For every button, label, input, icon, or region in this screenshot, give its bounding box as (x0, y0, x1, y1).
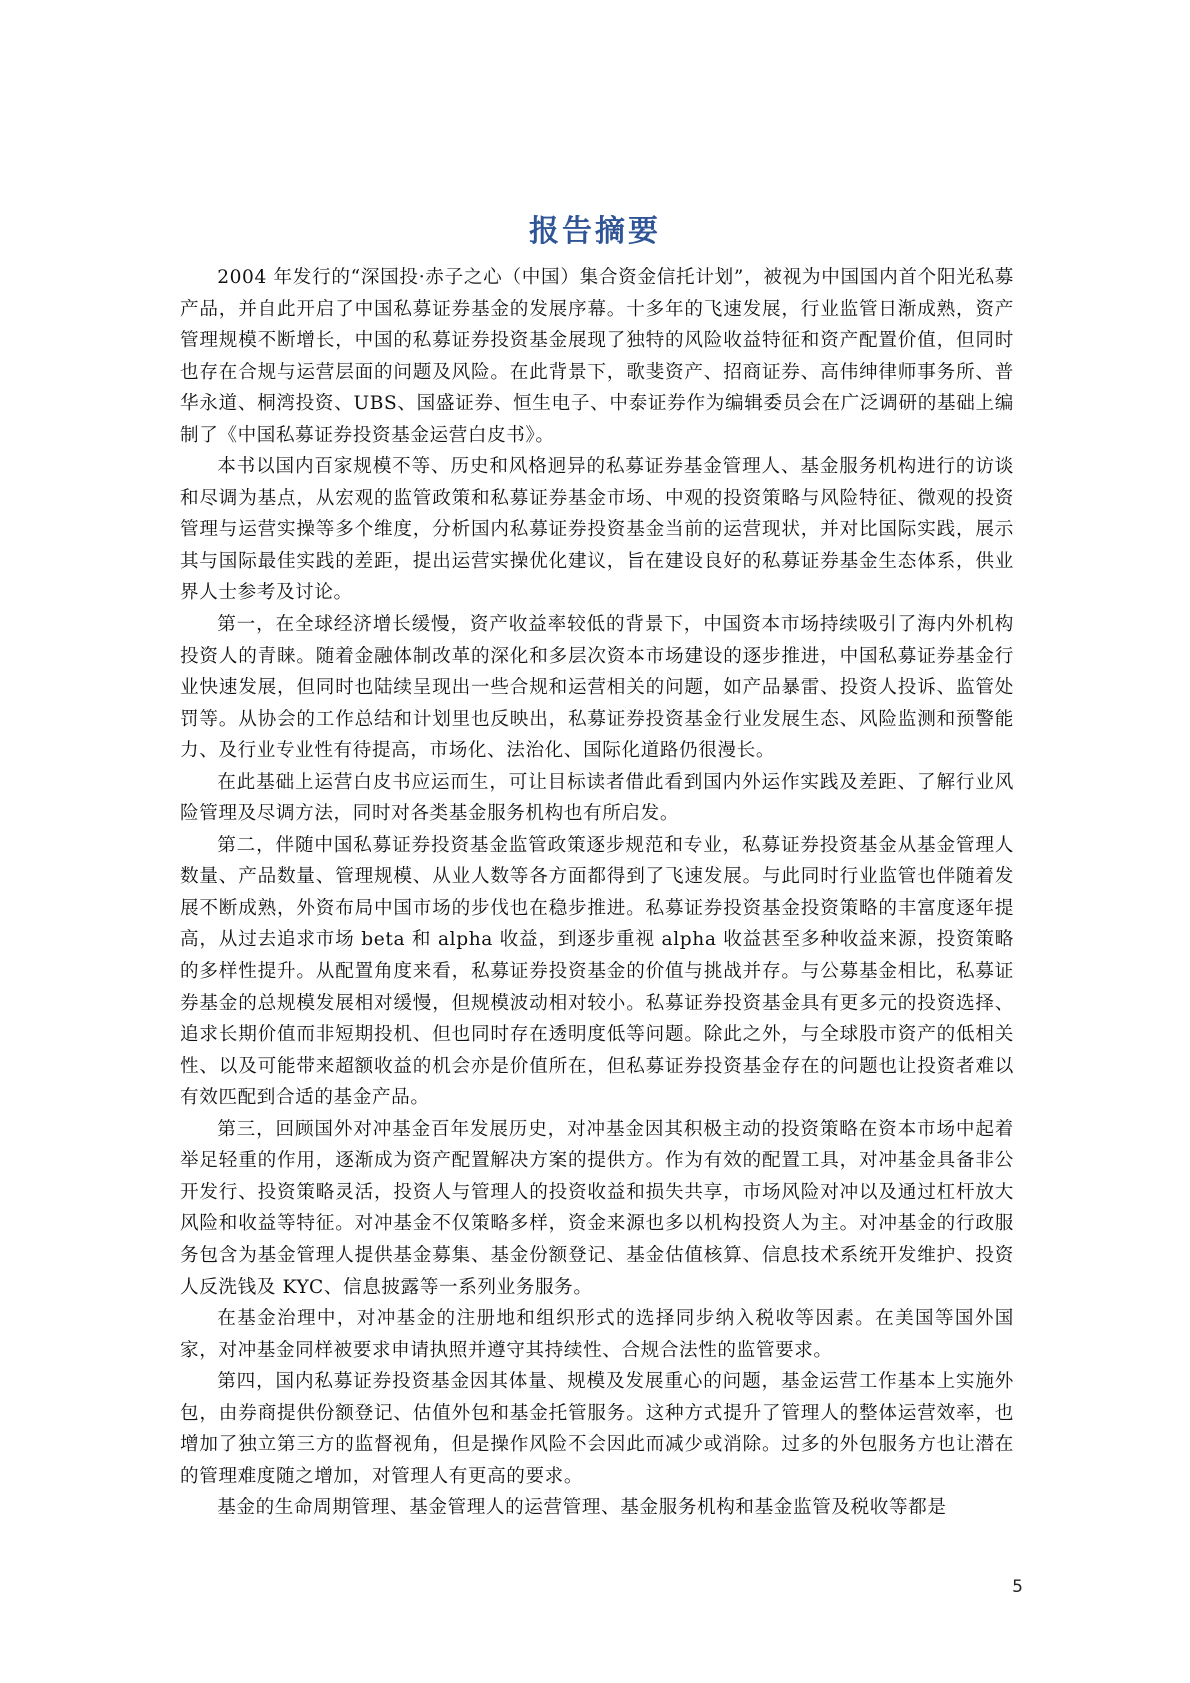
paragraph-6: 第三，回顾国外对冲基金百年发展历史，对冲基金因其积极主动的投资策略在资本市场中起着举足轻重的作用，逐渐成为资产配置解决方案的提供方。作为有效的配置工具，对冲基金具备非公开发行、投资策略灵活，投资人与管理人的投资收益和损失共享，市场风险对冲以及通过杠杆放大风险和收益等特征。对冲基金不仅策略多样，资金来源也多以机构投资人为主。对冲基金的行政服务包含为基金管理人提供基金募集、基金份额登记、基金估值核算、信息技术系统开发维护、投资人反洗钱及 KYC、信息披露等一系列业务服务。 (180, 1118, 1014, 1298)
paragraph-1: 2004 年发行的“深国投·赤子之心（中国）集合资金信托计划”，被视为中国国内首个阳光私募产品，并自此开启了中国私募证券基金的发展序幕。十多年的飞速发展，行业监管日渐成熟，资产管理规模不断增长，中国的私募证券投资基金展现了独特的风险收益特征和资产配置价值，但同时也存在合规与运营层面的问题及风险。在此背景下，歌斐资产、招商证券、高伟绅律师事务所、普华永道、桐湾投资、UBS、国盛证券、恒生电子、中泰证券作为编辑委员会在广泛调研的基础上编制了《中国私募证券投资基金运营白皮书》。 (180, 267, 1014, 446)
page-title: 报告摘要 (529, 214, 661, 249)
paragraph-8: 第四，国内私募证券投资基金因其体量、规模及发展重心的问题，基金运营工作基本上实施外包，由券商提供份额登记、估值外包和基金托管服务。这种方式提升了管理人的整体运营效率，也增加了独立第三方的监督视角，但是操作风险不会因此而减少或消除。过多的外包服务方也让潜在的管理难度随之增加，对管理人有更高的要求。 (180, 1371, 1014, 1487)
paragraph-3: 第一，在全球经济增长缓慢，资产收益率较低的背景下，中国资本市场持续吸引了海内外机构投资人的青睐。随着金融体制改革的深化和多层次资本市场建设的逐步推进，中国私募证券基金行业快速发展，但同时也陆续呈现出一些合规和运营相关的问题，如产品暴雷、投资人投诉、监管处罚等。从协会的工作总结和计划里也反映出，私募证券投资基金行业发展生态、风险监测和预警能力、及行业专业性有待提高，市场化、法治化、国际化道路仍很漫长。 (180, 614, 1014, 762)
document-body (180, 262, 1014, 1524)
paragraph-9: 基金的生命周期管理、基金管理人的运营管理、基金服务机构和基金监管及税收等都是 (217, 1497, 947, 1519)
page-number: 5 (1012, 1577, 1023, 1597)
paragraph-2: 本书以国内百家规模不等、历史和风格迥异的私募证券基金管理人、基金服务机构进行的访谈和尽调为基点，从宏观的监管政策和私募证券基金市场、中观的投资策略与风险特征、微观的投资管理与运营实操等多个维度，分析国内私募证券投资基金当前的运营现状，并对比国际实践，展示其与国际最佳实践的差距，提出运营实操优化建议，旨在建设良好的私募证券基金生态体系，供业界人士参考及讨论。 (180, 456, 1014, 604)
paragraph-4: 在此基础上运营白皮书应运而生，可让目标读者借此看到国内外运作实践及差距、了解行业风险管理及尽调方法，同时对各类基金服务机构也有所启发。 (180, 771, 1014, 825)
paragraph-5: 第二，伴随中国私募证券投资基金监管政策逐步规范和专业，私募证券投资基金从基金管理人数量、产品数量、管理规模、从业人数等各方面都得到了飞速发展。与此同时行业监管也伴随着发展不断成熟，外资布局中国市场的步伐也在稳步推进。私募证券投资基金投资策略的丰富度逐年提高，从过去追求市场 beta 和 alpha 收益，到逐步重视 alpha 收益甚至多种收益来源，投资策略的多样性提升。从配置角度来看，私募证券投资基金的价值与挑战并存。与公募基金相比，私募证券基金的总规模发展相对缓慢，但规模波动相对较小。私募证券投资基金具有更多元的投资选择、追求长期价值而非短期投机、但也同时存在透明度低等问题。除此之外，与全球股市资产的低相关性、以及可能带来超额收益的机会亦是价值所在，但私募证券投资基金存在的问题也让投资者难以有效匹配到合适的基金产品。 (180, 834, 1014, 1109)
paragraph-7: 在基金治理中，对冲基金的注册地和组织形式的选择同步纳入税收等因素。在美国等国外国家，对冲基金同样被要求申请执照并遵守其持续性、合规合法性的监管要求。 (180, 1308, 1014, 1361)
